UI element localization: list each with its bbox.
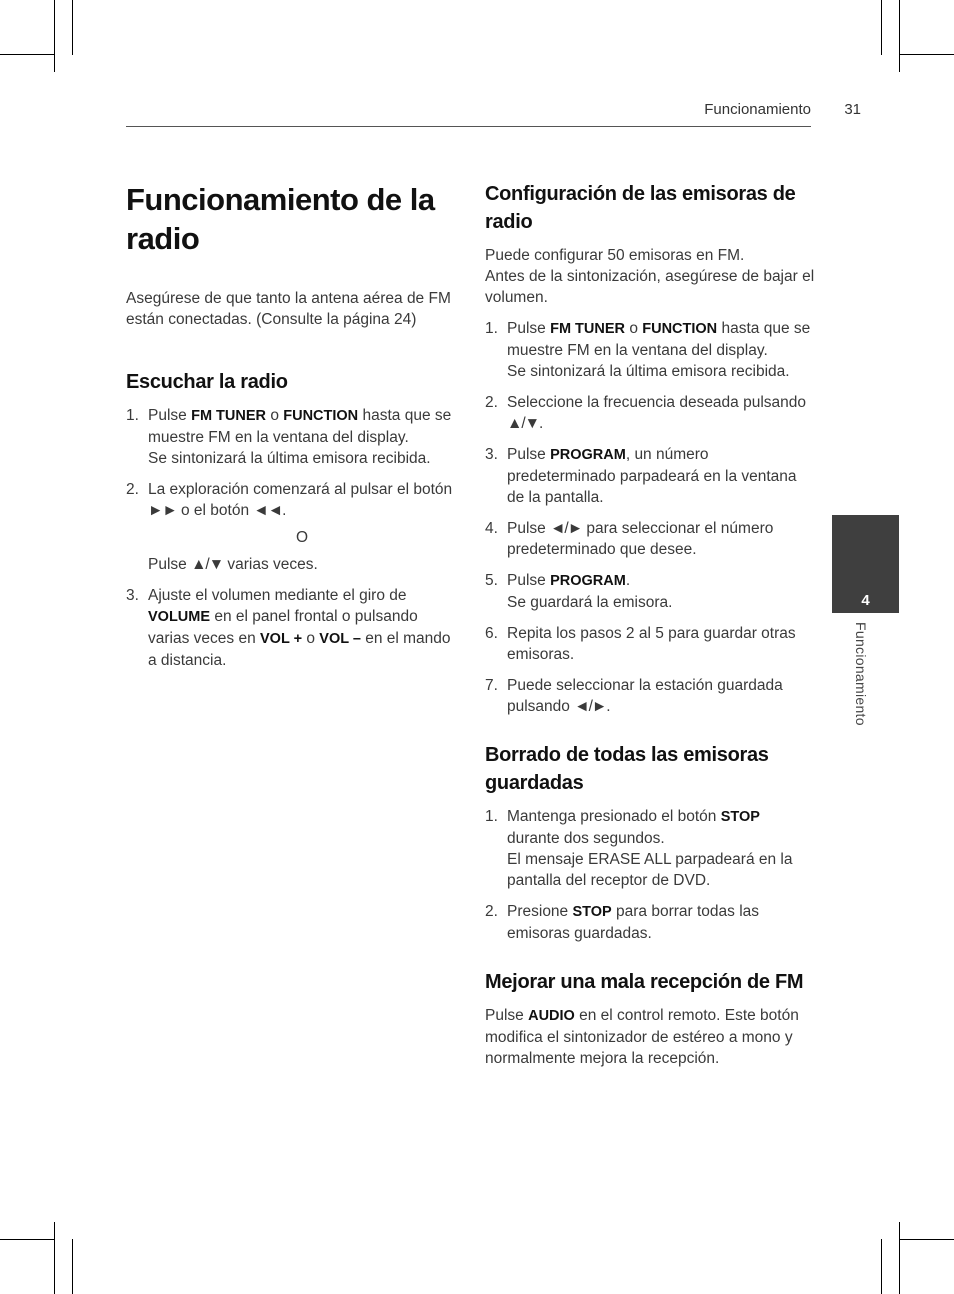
step-text: La exploración comenzará al pulsar el botón	[148, 481, 453, 498]
step-text: o el botón	[176, 502, 254, 519]
step-text: Mantenga presionado el botón	[507, 808, 721, 825]
step-text: hasta que se muestre FM en la ventana del display.	[507, 320, 811, 359]
list-item	[126, 479, 456, 575]
chapter-number: 4	[861, 592, 870, 609]
step-text: para borrar todas las emisoras guardadas.	[507, 903, 760, 942]
crop-mark	[0, 54, 55, 55]
step-number: 2.	[485, 394, 498, 411]
step-text: .	[539, 415, 544, 432]
step-number: 5.	[485, 572, 498, 589]
crop-mark	[72, 1239, 73, 1294]
step-text: o	[625, 320, 643, 337]
list-item	[485, 318, 815, 382]
step-text: en el mando a distancia.	[148, 630, 451, 669]
section-heading-improve: Mejorar una mala recepción de FM	[485, 971, 804, 993]
left-right-arrow-icon: ◄/►	[574, 698, 607, 715]
step-text: varias veces.	[223, 556, 318, 573]
step-text: Repita los pasos 2 al 5 para guardar otras emisoras.	[507, 625, 796, 663]
config-intro-line: Antes de la sintonización, asegúrese de bajar el volumen.	[485, 268, 815, 306]
step-text: .	[606, 698, 611, 715]
section-heading-listen: Escuchar la radio	[126, 371, 288, 393]
step-note: Se guardará la emisora.	[507, 594, 673, 611]
paragraph-text: en el control remoto. Este botón modifica el sintonizador de estéreo a mono y normalmente mejora la recepción.	[485, 1007, 799, 1067]
button-name: AUDIO	[528, 1008, 575, 1024]
section-heading-config: Configuración de las emisoras de radio	[485, 183, 796, 233]
or-separator: O	[295, 529, 309, 546]
crop-mark	[881, 0, 882, 55]
step-text: Pulse	[507, 320, 551, 337]
button-name: STOP	[720, 809, 760, 825]
spacer	[485, 727, 815, 741]
section-heading-erase: Borrado de todas las emisoras guardadas	[485, 744, 769, 794]
config-intro-line: Puede configurar 50 emisoras en FM.	[485, 247, 745, 264]
up-down-arrow-icon: ▲/▼	[507, 415, 539, 432]
step-number: 1.	[485, 320, 498, 337]
crop-mark	[72, 0, 73, 55]
list-item	[485, 392, 815, 434]
up-down-arrow-icon: ▲/▼	[191, 556, 224, 573]
button-name: FM TUNER	[191, 408, 267, 424]
step-note: Se sintonizará la última emisora recibida.	[507, 363, 790, 380]
listen-steps	[126, 405, 456, 671]
step-text: Pulse	[507, 572, 551, 589]
step-number: 3.	[485, 446, 498, 463]
list-item	[126, 585, 456, 671]
step-number: 3.	[126, 587, 139, 604]
list-item	[485, 806, 815, 891]
step-text: Ajuste el volumen mediante el giro de	[148, 587, 407, 604]
button-name: FUNCTION	[283, 408, 359, 424]
list-item	[485, 570, 815, 613]
step-number: 7.	[485, 677, 498, 694]
step-text: Pulse	[507, 446, 551, 463]
step-text: .	[282, 502, 287, 519]
config-steps	[485, 318, 815, 717]
step-number: 6.	[485, 625, 498, 642]
crop-mark	[0, 1239, 55, 1240]
left-column	[126, 180, 456, 681]
paragraph-text: Pulse	[485, 1007, 529, 1024]
forward-skip-icon: ►►	[148, 502, 177, 519]
step-text: , un número predeterminado parpadeará en la ventana de la pantalla.	[507, 446, 797, 506]
step-text: Seleccione la frecuencia deseada pulsando	[507, 394, 807, 411]
button-name: FUNCTION	[642, 321, 718, 337]
step-number: 1.	[485, 808, 498, 825]
page-title: Funcionamiento de la radio	[126, 182, 435, 256]
list-item	[485, 623, 815, 665]
crop-mark	[899, 1222, 900, 1294]
step-text: Pulse	[148, 556, 192, 573]
crop-mark	[54, 0, 55, 72]
list-item	[485, 901, 815, 944]
running-header-section: Funcionamiento	[704, 101, 811, 118]
step-number: 2.	[485, 903, 498, 920]
button-name: VOL +	[260, 631, 303, 647]
step-text: Puede seleccionar la estación guardada pulsando	[507, 677, 783, 715]
crop-mark	[881, 1239, 882, 1294]
step-text: durante dos segundos.	[507, 830, 665, 847]
improve-paragraph	[485, 1005, 815, 1069]
step-text: Pulse	[507, 520, 551, 537]
step-text: hasta que se muestre FM en la ventana del display.	[148, 407, 452, 446]
step-number: 2.	[126, 481, 139, 498]
button-name: PROGRAM	[550, 447, 626, 463]
running-header	[126, 101, 861, 125]
button-name: PROGRAM	[550, 573, 626, 589]
step-text: Pulse	[148, 407, 192, 424]
left-right-arrow-icon: ◄/►	[550, 520, 583, 537]
page-number: 31	[844, 101, 861, 118]
step-text: en el panel frontal o pulsando varias veces en	[148, 608, 418, 647]
step-text: o	[302, 630, 320, 647]
step-number: 4.	[485, 520, 498, 537]
backward-skip-icon: ◄◄	[253, 502, 283, 519]
erase-steps	[485, 806, 815, 944]
list-item	[485, 444, 815, 508]
button-name: VOL –	[319, 631, 361, 647]
step-text: Presione	[507, 903, 573, 920]
step-number: 1.	[126, 407, 139, 424]
button-name: FM TUNER	[550, 321, 626, 337]
config-intro	[485, 245, 815, 308]
list-item	[485, 675, 815, 717]
step-text: para seleccionar el número predeterminado que desee.	[507, 520, 774, 558]
chapter-tab	[832, 515, 899, 613]
step-text: .	[625, 572, 631, 589]
button-name: VOLUME	[148, 609, 211, 625]
crop-mark	[899, 1239, 954, 1240]
crop-mark	[899, 0, 900, 72]
header-divider	[126, 126, 811, 127]
crop-mark	[899, 54, 954, 55]
step-note: Se sintonizará la última emisora recibida.	[148, 450, 431, 467]
step-text: o	[266, 407, 284, 424]
button-name: STOP	[572, 904, 612, 920]
list-item	[126, 405, 456, 469]
spacer	[485, 954, 815, 968]
right-column	[485, 180, 815, 1069]
chapter-label: Funcionamiento	[853, 622, 869, 726]
step-note: El mensaje ERASE ALL parpadeará en la pantalla del receptor de DVD.	[507, 851, 793, 889]
list-item	[485, 518, 815, 560]
intro-paragraph: Asegúrese de que tanto la antena aérea de FM están conectadas. (Consulte la página 24)	[126, 290, 451, 328]
crop-mark	[54, 1222, 55, 1294]
